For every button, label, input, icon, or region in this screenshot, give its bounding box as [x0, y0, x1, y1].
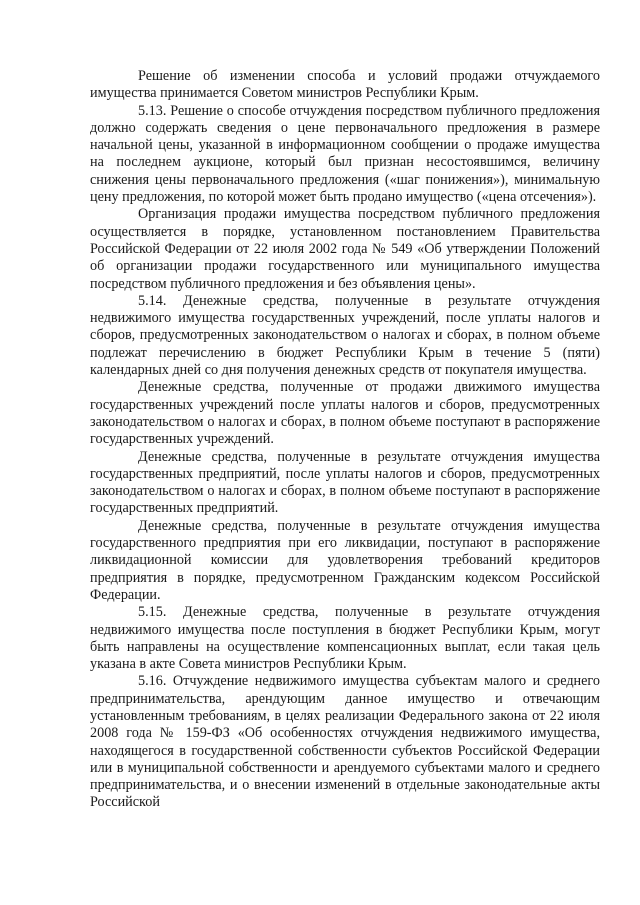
paragraph-8: 5.15. Денежные средства, полученные в результате отчуждения недвижимого имущества после поступления в бюджет Республики Крым, могут быть направлены на осуществление компенсационных выплат, если такая цель указана в акте Совета министров Республики Крым. — [90, 604, 600, 673]
paragraph-2: 5.13. Решение о способе отчуждения посредством публичного предложения должно содержать сведения о цене первоначального предложения в размере начальной цены, указанной в информационном сообщении о продаже имущества на последнем аукционе, который был признан несостоявшимся, величину снижения цены первоначального предложения («шаг понижения»), минимальную цену предложения, по которой может быть продано имущество («цена отсечения»). — [90, 102, 600, 206]
paragraph-6: Денежные средства, полученные в результате отчуждения имущества государственных предприятий, после уплаты налогов и сборов, предусмотренных законодательством о налогах и сборах, в полном объеме поступают в распоряжение государственных предприятий. — [90, 448, 600, 517]
paragraph-4: 5.14. Денежные средства, полученные в результате отчуждения недвижимого имущества государственных учреждений, после уплаты налогов и сборов, предусмотренных законодательством о налогах и сборах, в полном объеме подлежат перечислению в бюджет Республики Крым в течение 5 (пяти) календарных дней со дня получения денежных средств от покупателя имущества. — [90, 292, 600, 379]
paragraph-1: Решение об изменении способа и условий продажи отчуждаемого имущества принимается Советом министров Республики Крым. — [90, 68, 600, 102]
paragraph-9: 5.16. Отчуждение недвижимого имущества субъектам малого и среднего предпринимательства, арендующим данное имущество и отвечающим установленным требованиям, в целях реализации Федерального закона от 22 июля 2008 года № 159-ФЗ «Об особенностях отчуждения недвижимого имущества, находящегося в государственной собственности субъектов Российской Федерации или в муниципальной собственности и арендуемого субъектами малого и среднего предпринимательства, и о внесении изменений в отдельные законодательные акты Российской — [90, 673, 600, 811]
paragraph-5: Денежные средства, полученные от продажи движимого имущества государственных учреждений после уплаты налогов и сборов, предусмотренных законодательством о налогах и сборах, в полном объеме поступают в распоряжение государственных учреждений. — [90, 379, 600, 448]
paragraph-3: Организация продажи имущества посредством публичного предложения осуществляется в порядке, установленном постановлением Правительства Российской Федерации от 22 июля 2002 года № 549 «Об утверждении Положений об организации продажи государственного или муниципального имущества посредством публичного предложения и без объявления цены». — [90, 206, 600, 292]
paragraph-7: Денежные средства, полученные в результате отчуждения имущества государственного предприятия при его ликвидации, поступают в распоряжение ликвидационной комиссии для удовлетворения требований кредиторов предприятия в порядке, предусмотренном Гражданским кодексом Российской Федерации. — [90, 517, 600, 603]
